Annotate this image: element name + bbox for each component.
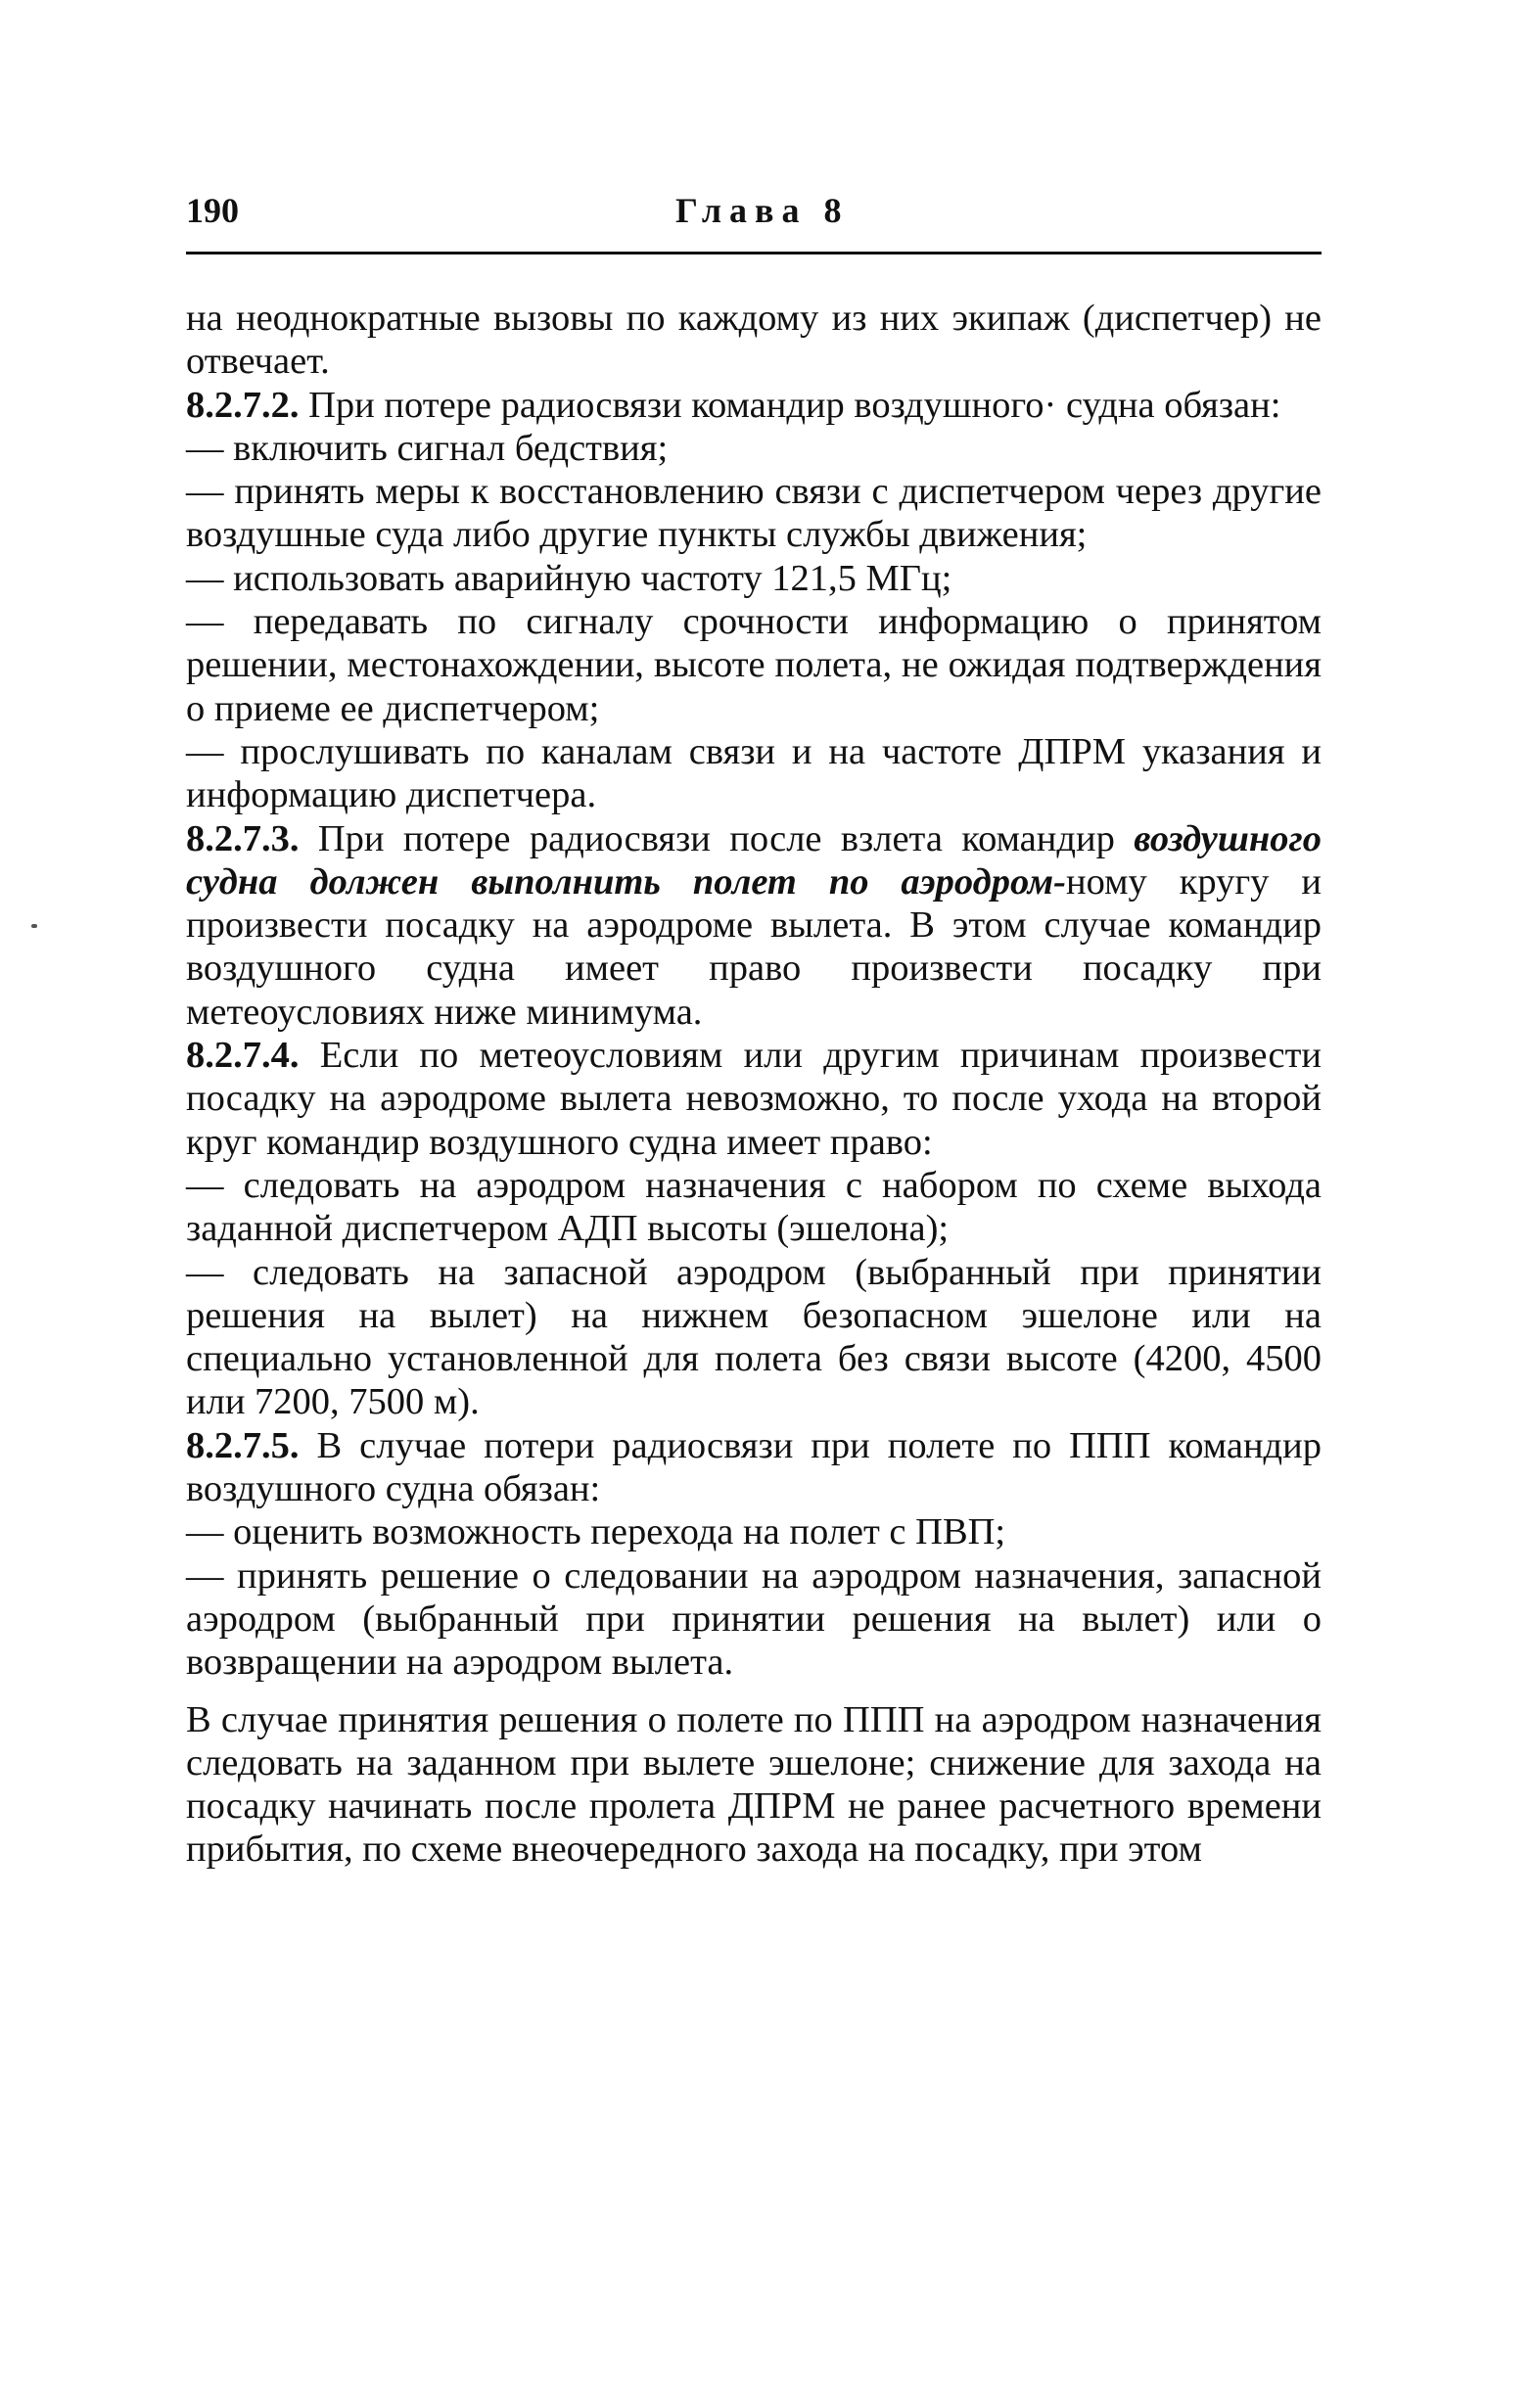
- section-8-2-7-2: [186, 384, 1322, 427]
- paragraph: [186, 297, 1322, 384]
- paragraph-text: При потере радиосвязи после взлета командир: [299, 817, 1135, 859]
- list-item-text: — принять решение о следовании на аэродром назначения, запасной аэродром (выбранный при принятии решения на вылет) или о возвращении на аэродром вылета.: [186, 1554, 1322, 1684]
- scan-speck: [31, 924, 37, 928]
- body-text: [186, 297, 1322, 1872]
- list-item-text: — использовать аварийную частоту 121,5 МГц;: [186, 557, 952, 599]
- paragraph-text: В случае принятия решения о полете по ППП на аэродром назначения следовать на заданном при вылете эшелоне; снижение для захода на посадку начинать после пролета ДПРМ не ранее расчетного времени прибытия, по схеме внеочередного захода на посадку, при этом: [186, 1698, 1322, 1871]
- list-item: [186, 1510, 1322, 1553]
- list-item: [186, 557, 1322, 600]
- list-item: [186, 1164, 1322, 1251]
- list-item-text: — следовать на аэродром назначения с набором по схеме выхода заданной диспетчером АДП высоты (эшелона);: [186, 1164, 1322, 1250]
- paragraph: [186, 1698, 1322, 1872]
- list-item: [186, 1554, 1322, 1685]
- section-number: 8.2.7.5.: [186, 1424, 300, 1466]
- list-item-text: — следовать на запасной аэродром (выбранный при принятии решения на вылет) на нижнем безопасном эшелоне или на специально установленной для полета без связи высоте (4200, 4500 или 7200, 7500 м).: [186, 1251, 1322, 1423]
- list-item: [186, 427, 1322, 470]
- emphasized-text: воздушного судна должен выполнить полет по аэродром-: [186, 817, 1322, 903]
- list-item-text: — передавать по сигналу срочности информацию о принятом решении, местонахождении, высоте полета, не ожидая подтверждения о приеме ее диспетчером;: [186, 601, 1322, 729]
- book-page: [186, 191, 1322, 1871]
- page-header: [186, 191, 1322, 250]
- list-item-text: — оценить возможность перехода на полет с ПВП;: [186, 1511, 1006, 1553]
- list-item: [186, 1251, 1322, 1424]
- section-8-2-7-3: [186, 817, 1322, 1034]
- section-number: 8.2.7.2.: [186, 384, 300, 426]
- paragraph-text: ному кругу и произвести посадку на аэродроме вылета. В этом случае командир воздушного судна имеет право произвести посадку при метеоусловиях ниже минимума.: [186, 860, 1322, 1033]
- header-rule: [186, 252, 1322, 255]
- paragraph-text: Если по метеоусловиям или другим причинам произвести посадку на аэродроме вылета невозможно, то после ухода на второй круг командир воздушного судна имеет право:: [186, 1035, 1322, 1163]
- paragraph-text: В случае потери радиосвязи при полете по ППП командир воздушного судна обязан:: [186, 1424, 1322, 1510]
- list-item-text: — принять меры к восстановлению связи с диспетчером через другие воздушные суда либо другие пункты службы движения;: [186, 471, 1322, 556]
- paragraph-text: на неоднократные вызовы по каждому из них экипаж (диспетчер) не отвечает.: [186, 298, 1322, 383]
- page-number: 190: [186, 191, 239, 230]
- section-8-2-7-4: [186, 1034, 1322, 1164]
- chapter-title: Глава 8: [675, 191, 850, 230]
- section-number: 8.2.7.3.: [186, 817, 300, 859]
- list-item: [186, 470, 1322, 557]
- section-8-2-7-5: [186, 1424, 1322, 1511]
- list-item: [186, 600, 1322, 730]
- list-item: [186, 730, 1322, 817]
- section-number: 8.2.7.4.: [186, 1035, 300, 1077]
- list-item-text: — включить сигнал бедствия;: [186, 427, 669, 469]
- list-item-text: — прослушивать по каналам связи и на частоте ДПРМ указания и информацию диспетчера.: [186, 730, 1322, 816]
- paragraph-text: При потере радиосвязи командир воздушного· судна обязан:: [299, 384, 1281, 426]
